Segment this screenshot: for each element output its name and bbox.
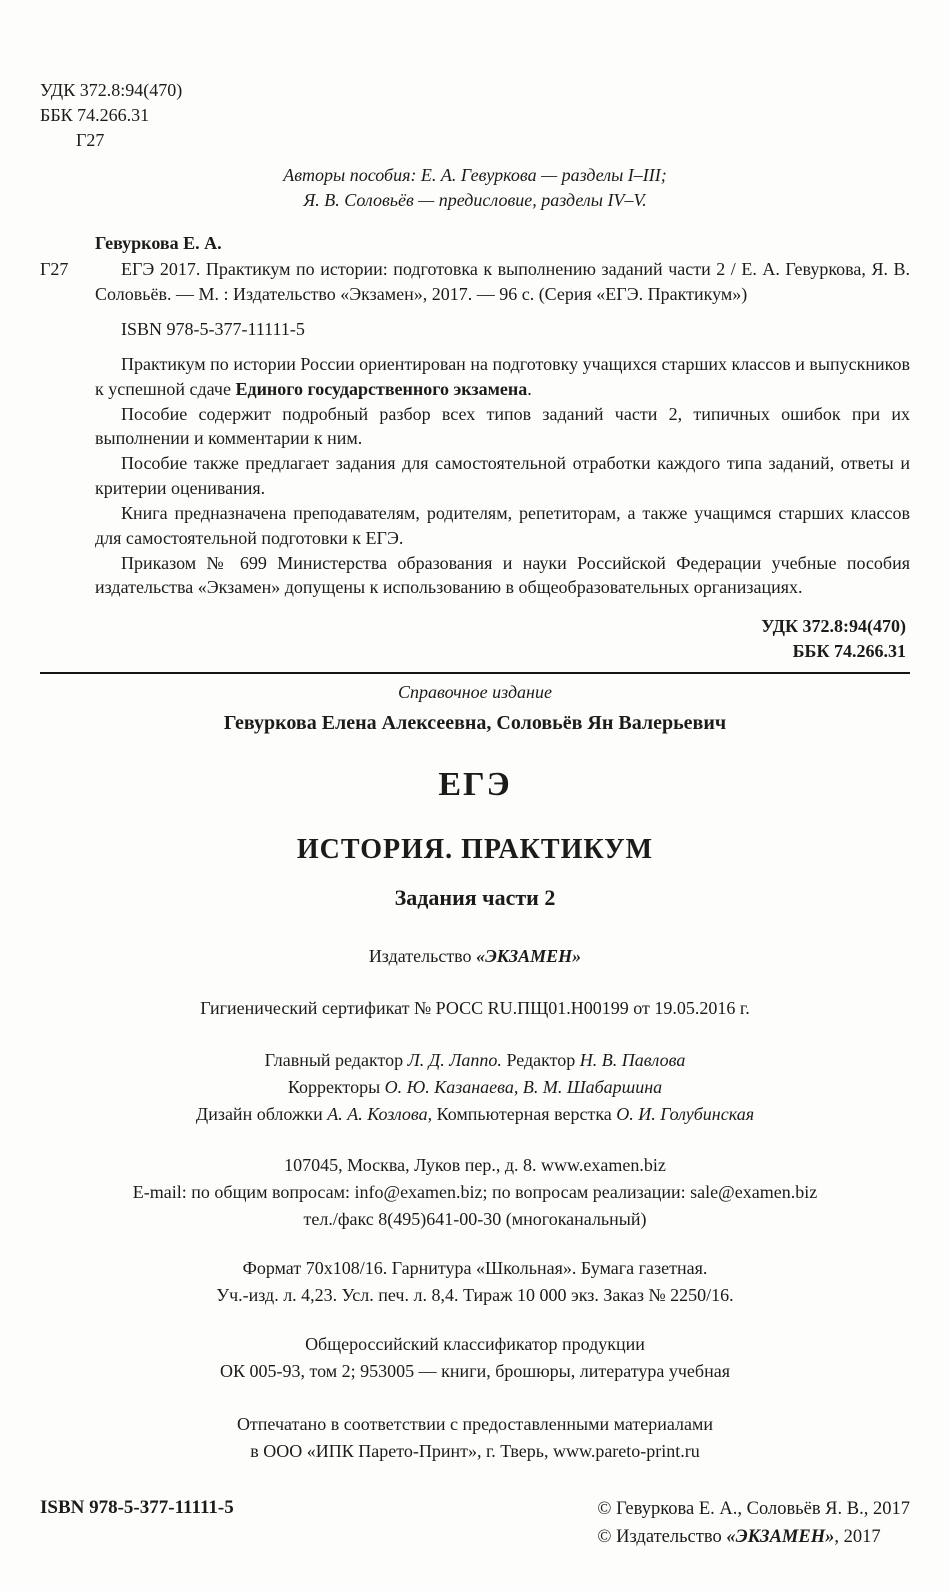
copyright-line-2 <box>597 1523 910 1551</box>
classifier-block <box>40 1331 910 1385</box>
annotation-paragraph-2: Пособие содержит подробный разбор всех типов заданий части 2, типичных ошибок при их выполнении и комментарии к ним. <box>95 403 910 449</box>
annotation-p1-bold: Единого государственного экзамена <box>235 378 528 399</box>
copyright-line-1: © Гевуркова Е. А., Соловьёв Я. В., 2017 <box>597 1499 910 1520</box>
classifier-heading: Общероссийский классификатор продукции <box>305 1334 645 1355</box>
bibliographic-row <box>40 257 910 307</box>
printing-company-line: в ООО «ИПК Парето-Принт», г. Тверь, www.pareto-print.ru <box>250 1441 700 1462</box>
author-heading: Гевуркова Е. А. <box>95 232 222 253</box>
imprint-section <box>40 680 910 1465</box>
hygiene-certificate: Гигиенический сертификат № РОСС RU.ПЩ01.Н00199 от 19.05.2016 г. <box>200 998 750 1019</box>
book-title-series: ЕГЭ <box>438 765 512 803</box>
udk-code-right: УДК 372.8:94(470) <box>761 616 906 637</box>
edition-type: Справочное издание <box>398 682 552 703</box>
udk-code: УДК 372.8:94(470) <box>40 80 183 100</box>
isbn-line: ISBN 978-5-377-11111-5 <box>121 319 305 340</box>
bbk-code: ББК 74.266.31 <box>40 105 150 125</box>
classification-letter: Г27 <box>76 130 105 150</box>
copyright2-prefix: © Издательство <box>597 1527 727 1548</box>
annotation-paragraph-1 <box>95 352 910 402</box>
margin-classification-letter: Г27 <box>40 259 69 280</box>
publisher-line <box>40 944 910 969</box>
authors-note-line-1: Авторы пособия: Е. А. Гевуркова — разделы I–III; <box>283 165 667 185</box>
annotation-block <box>95 352 910 600</box>
contacts-block <box>40 1152 910 1233</box>
printing-block <box>40 1411 910 1465</box>
editor-label: Редактор <box>501 1050 580 1071</box>
footer-isbn: ISBN 978-5-377-11111-5 <box>40 1497 234 1519</box>
chief-editor-name: Л. Д. Лаппо. <box>407 1050 502 1071</box>
copyright2-publisher-name: «ЭКЗАМЕН» <box>726 1527 835 1548</box>
correctors-names: О. Ю. Казанаева, В. М. Шабаршина <box>384 1077 663 1098</box>
divider-line <box>40 672 910 674</box>
bbk-code-right: ББК 74.266.31 <box>792 641 906 662</box>
book-title-subject: ИСТОРИЯ. ПРАКТИКУМ <box>296 833 654 865</box>
printing-note-line: Отпечатано в соответствии с предоставленными материалами <box>236 1414 714 1435</box>
annotation-paragraph-3: Пособие также предлагает задания для самостоятельной отработки каждого типа заданий, ответы и критерии оценивания. <box>95 453 910 499</box>
layout-label: Компьютерная верстка <box>432 1104 617 1125</box>
annotation-p1-text: Практикум по истории России ориентирован на подготовку учащихся старших классов и выпускников к успешной сдаче <box>95 353 910 399</box>
publisher-prefix: Издательство <box>368 945 477 966</box>
classifier-entry: ОК 005-93, том 2; 953005 — книги, брошюры, литература учебная <box>220 1361 730 1382</box>
authors-full-names: Гевуркова Елена Алексеевна, Соловьёв Ян Валерьевич <box>223 712 727 735</box>
annotation-paragraph-4: Книга предназначена преподавателям, родителям, репетиторам, а также учащимся старших классов для самостоятельной подготовки к ЕГЭ. <box>95 502 910 548</box>
bibliographic-block <box>40 231 910 342</box>
publisher-email: E-mail: по общим вопросам: info@examen.biz; по вопросам реализации: sale@examen.biz <box>132 1182 818 1203</box>
staff-block <box>40 1047 910 1128</box>
layout-name: О. И. Голубинская <box>616 1104 755 1125</box>
bibliographic-entry: ЕГЭ 2017. Практикум по истории: подготовка к выполнению заданий части 2 / Е. А. Гевуркова, Я. В. Соловьёв. — М. : Издательство «Экзамен», 2017. — 96 с. (Серия «ЕГЭ. Практикум») <box>95 259 910 305</box>
annotation-p1-period: . <box>527 378 532 399</box>
editors-line <box>40 1047 910 1074</box>
publisher-phone: тел./факс 8(495)641-00-30 (многоканальный) <box>303 1209 647 1230</box>
publisher-name: «ЭКЗАМЕН» <box>476 945 582 966</box>
top-codes-block <box>40 78 910 153</box>
authors-note <box>40 163 910 213</box>
chief-editor-label: Главный редактор <box>264 1050 408 1071</box>
correctors-line <box>40 1074 910 1101</box>
publisher-address: 107045, Москва, Луков пер., д. 8. www.examen.biz <box>284 1155 666 1176</box>
right-codes-block <box>40 614 910 664</box>
correctors-label: Корректоры <box>287 1077 385 1098</box>
cover-design-name: А. А. Козлова, <box>327 1104 433 1125</box>
print-format-block <box>40 1255 910 1309</box>
footer <box>40 1495 910 1551</box>
annotation-paragraph-5: Приказом № 699 Министерства образования и науки Российской Федерации учебные пособия издательства «Экзамен» допущены к использованию в общеобразовательных организациях. <box>95 552 910 598</box>
copyright2-suffix: , 2017 <box>834 1527 881 1548</box>
cover-design-label: Дизайн обложки <box>195 1104 328 1125</box>
print-volume-line: Уч.-изд. л. 4,23. Усл. печ. л. 8,4. Тираж 10 000 экз. Заказ № 2250/16. <box>216 1285 734 1306</box>
book-title-part: Задания части 2 <box>394 885 556 911</box>
authors-note-line-2: Я. В. Соловьёв — предисловие, разделы IV–V. <box>303 189 647 210</box>
editor-name: Н. В. Павлова <box>579 1050 686 1071</box>
print-format-line: Формат 70x108/16. Гарнитура «Школьная». Бумага газетная. <box>242 1258 708 1279</box>
design-line <box>40 1101 910 1128</box>
copyright-block <box>597 1495 910 1551</box>
